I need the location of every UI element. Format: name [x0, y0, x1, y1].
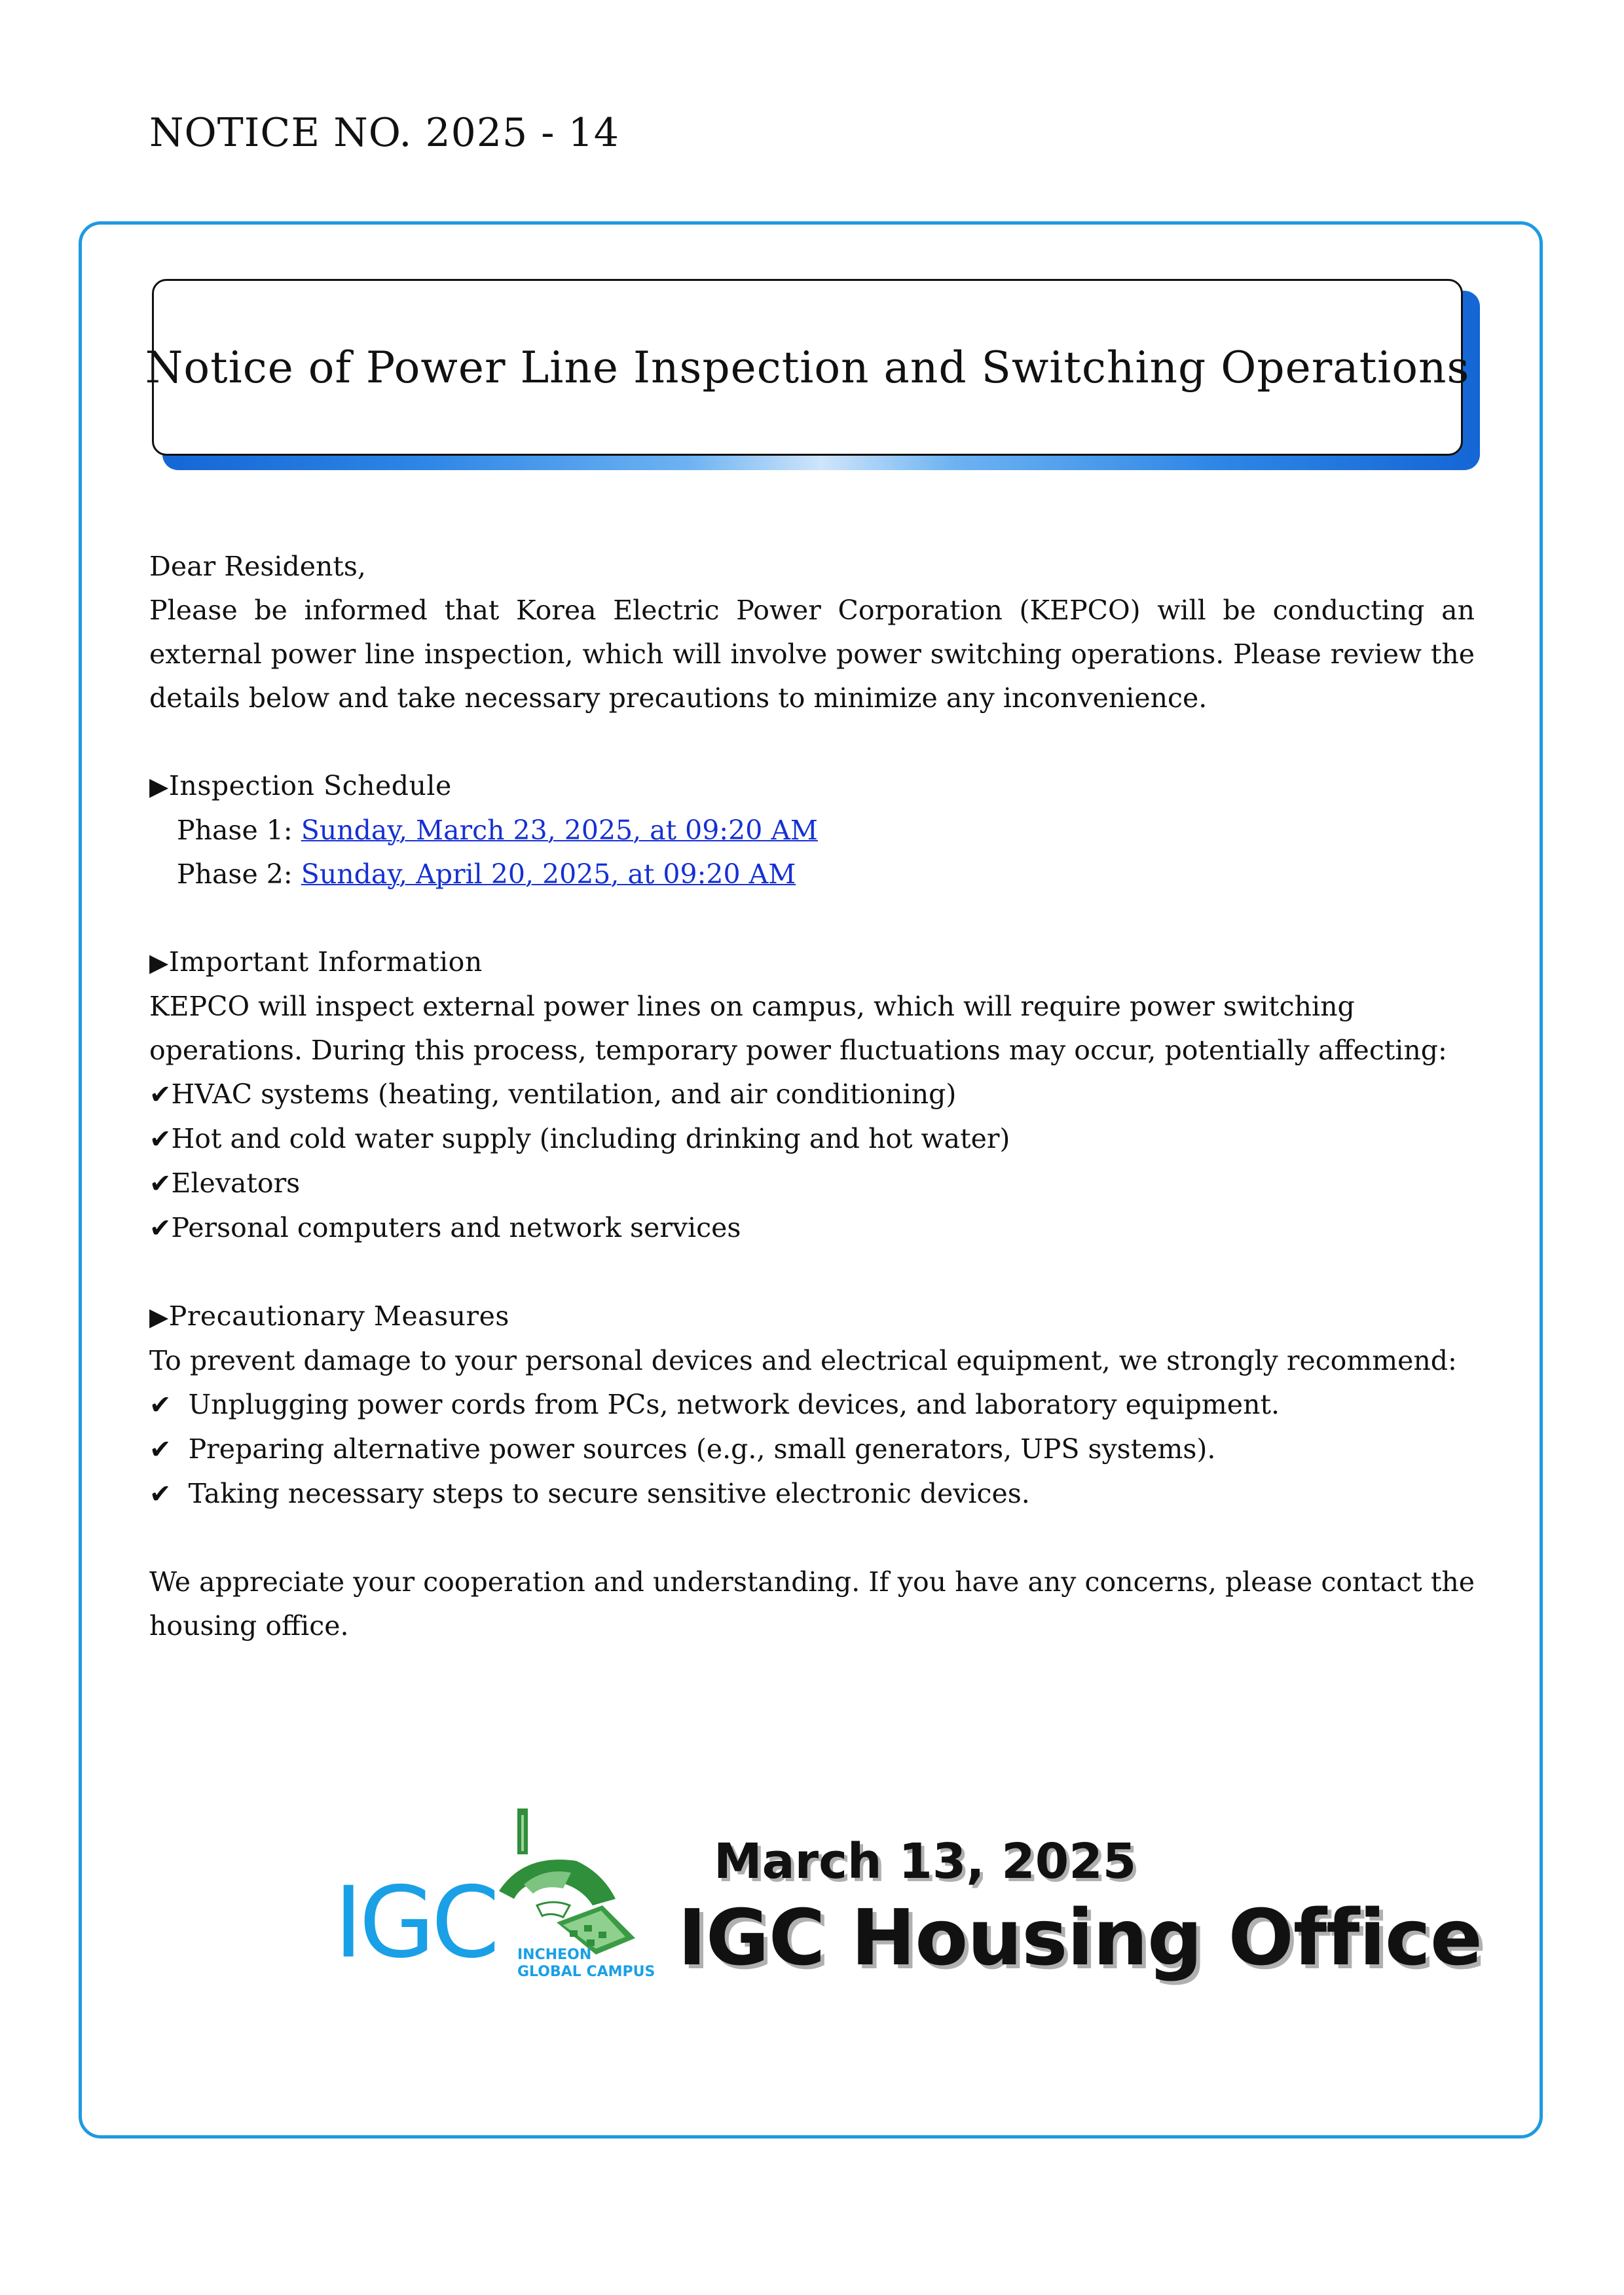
check-icon: ✔: [149, 1390, 172, 1420]
precautions-text: To prevent damage to your personal devices and electrical equipment, we strongly recommend:: [149, 1345, 1457, 1376]
closing-paragraph: We appreciate your cooperation and understanding. If you have any concerns, please contact the housing office.: [149, 1566, 1475, 1642]
list-item: ✔Hot and cold water supply (including drinking and hot water): [149, 1123, 1010, 1154]
list-item: ✔ Unplugging power cords from PCs, network devices, and laboratory equipment.: [149, 1389, 1280, 1420]
phase-2-row: [149, 853, 1475, 896]
phase-1-row: [149, 809, 1475, 853]
notice-date: March 13, 2025: [714, 1833, 1137, 1890]
notice-body: [149, 545, 1475, 1648]
svg-text:GLOBAL CAMPUS: GLOBAL CAMPUS: [517, 1964, 655, 1980]
check-icon: ✔: [149, 1213, 172, 1243]
triangle-bullet-icon: ▶: [149, 948, 169, 977]
notice-title: Notice of Power Line Inspection and Switching Operations: [145, 342, 1470, 393]
important-heading: ▶Important Information: [149, 946, 483, 978]
svg-text:INCHEON: INCHEON: [517, 1947, 592, 1963]
phase-2-date-link[interactable]: Sunday, April 20, 2025, at 09:20 AM: [301, 858, 796, 890]
list-item: ✔ Taking necessary steps to secure sensitive electronic devices.: [149, 1478, 1030, 1509]
triangle-bullet-icon: ▶: [149, 1302, 169, 1331]
list-item: ✔HVAC systems (heating, ventilation, and air conditioning): [149, 1078, 957, 1110]
check-icon: ✔: [149, 1080, 172, 1110]
check-icon: ✔: [149, 1479, 172, 1509]
list-item: ✔Elevators: [149, 1167, 301, 1199]
notice-number: NOTICE NO. 2025 - 14: [149, 110, 619, 156]
check-icon: ✔: [149, 1169, 172, 1199]
title-box: [145, 279, 1470, 456]
issuing-office: IGC Housing Office: [678, 1892, 1482, 1983]
list-item: ✔ Preparing alternative power sources (e.g., small generators, UPS systems).: [149, 1433, 1216, 1465]
svg-text:IGC: IGC: [334, 1866, 496, 1980]
campus-graphic-icon: [499, 1808, 635, 1955]
phase-label: Phase 2:: [177, 858, 293, 890]
footer: [327, 1807, 1482, 1991]
check-icon: ✔: [149, 1124, 172, 1154]
phase-1-date-link[interactable]: Sunday, March 23, 2025, at 09:20 AM: [301, 815, 818, 846]
igc-logo: [327, 1807, 694, 1984]
intro-paragraph: Please be informed that Korea Electric Power Corporation (KEPCO) will be conducting an external power line inspection, which will involve power switching operations. Please review the details below and take necessary precautions to minimize any inconvenience.: [149, 595, 1475, 714]
precautions-heading: ▶Precautionary Measures: [149, 1300, 509, 1332]
triangle-bullet-icon: ▶: [149, 772, 169, 801]
important-text: KEPCO will inspect external power lines on campus, which will require power switching operations. During this process, temporary power fluctuations may occur, potentially affecting:: [149, 991, 1447, 1066]
check-icon: ✔: [149, 1435, 172, 1465]
schedule-heading: ▶Inspection Schedule: [149, 770, 452, 801]
phase-label: Phase 1:: [177, 815, 293, 846]
greeting: Dear Residents,: [149, 551, 366, 582]
list-item: ✔Personal computers and network services: [149, 1212, 741, 1243]
